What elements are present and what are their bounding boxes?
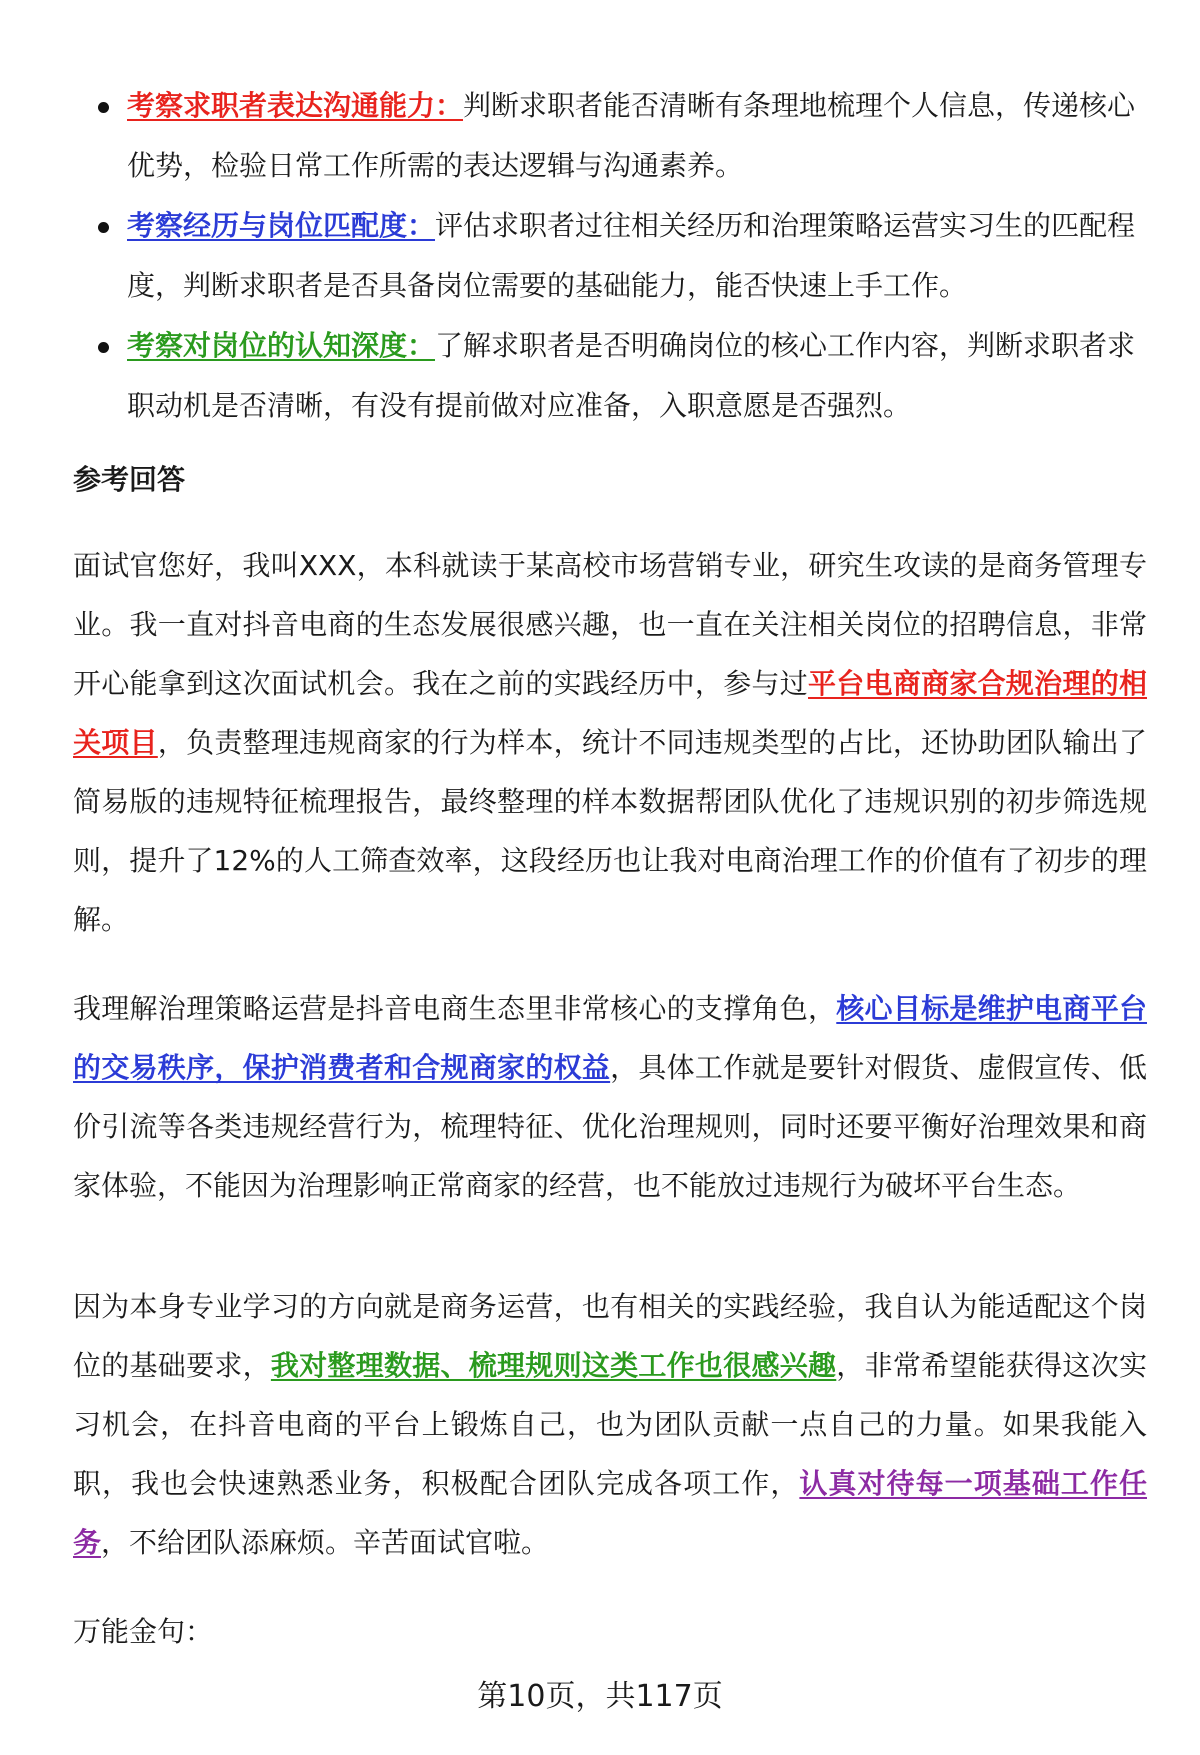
bullet-icon xyxy=(98,102,109,113)
bullet-highlight: 考察求职者表达沟通能力： xyxy=(127,89,464,122)
bullet-text: 评估求职者过往相关经历和治理策略运营实习生的匹配程度，判断求职者是否具备岗位需要的基础能力，能否快速上手工作。 xyxy=(127,209,1136,302)
paragraph-highlight: 认真对待每一项基础工作任务 xyxy=(73,1467,1147,1559)
paragraph-text: 我理解治理策略运营是抖音电商生态里非常核心的支撑角色， xyxy=(73,992,837,1025)
paragraph-text: ，不给团队添麻烦。辛苦面试官啦。 xyxy=(101,1526,550,1559)
closing-label: 万能金句： xyxy=(73,1615,214,1648)
answer-paragraph-3 xyxy=(73,1277,1147,1572)
bullet-icon xyxy=(98,342,109,353)
paragraph-text: 因为本身专业学习的方向就是商务运营，也有相关的实践经验，我自认为能适配这个岗位的基础要求， xyxy=(73,1290,1147,1382)
evaluation-points-list xyxy=(95,76,1145,436)
paragraph-text: 面试官您好，我叫XXX，本科就读于某高校市场营销专业，研究生攻读的是商务管理专业。我一直对抖音电商的生态发展很感兴趣，也一直在关注相关岗位的招聘信息，非常开心能拿到这次面试机会。我在之前的实践经历中，参与过 xyxy=(73,549,1147,700)
list-item xyxy=(95,316,1145,436)
paragraph-text: ，负责整理违规商家的行为样本，统计不同违规类型的占比，还协助团队输出了简易版的违规特征梳理报告，最终整理的样本数据帮团队优化了违规识别的初步筛选规则，提升了12%的人工筛查效率，这段经历也让我对电商治理工作的价值有了初步的理解。 xyxy=(73,726,1147,936)
paragraph-text: ，具体工作就是要针对假货、虚假宣传、低价引流等各类违规经营行为，梳理特征、优化治理规则，同时还要平衡好治理效果和商家体验，不能因为治理影响正常商家的经营，也不能放过违规行为破坏平台生态。 xyxy=(73,1051,1147,1202)
page-number: 第10页，共117页 xyxy=(477,1679,723,1714)
bullet-text: 判断求职者能否清晰有条理地梳理个人信息，传递核心优势，检验日常工作所需的表达逻辑与沟通素养。 xyxy=(127,89,1136,182)
bullet-icon xyxy=(98,222,109,233)
bullet-highlight: 考察对岗位的认知深度： xyxy=(127,329,436,362)
bullet-text: 了解求职者是否明确岗位的核心工作内容，判断求职者求职动机是否清晰，有没有提前做对应准备，入职意愿是否强烈。 xyxy=(127,329,1136,422)
paragraph-highlight: 平台电商商家合规治理的相关项目 xyxy=(73,667,1147,759)
paragraph-text: ，非常希望能获得这次实习机会，在抖音电商的平台上锻炼自己，也为团队贡献一点自己的力量。如果我能入职，我也会快速熟悉业务，积极配合团队完成各项工作， xyxy=(73,1349,1147,1500)
paragraph-highlight: 我对整理数据、梳理规则这类工作也很感兴趣 xyxy=(270,1349,837,1382)
answer-paragraph-2 xyxy=(73,979,1147,1215)
answer-paragraph-1 xyxy=(73,536,1147,949)
section-heading: 参考回答 xyxy=(73,463,186,496)
bullet-highlight: 考察经历与岗位匹配度： xyxy=(127,209,436,242)
list-item xyxy=(95,196,1145,316)
list-item xyxy=(95,76,1145,196)
paragraph-highlight: 核心目标是维护电商平台的交易秩序，保护消费者和合规商家的权益 xyxy=(73,992,1147,1084)
